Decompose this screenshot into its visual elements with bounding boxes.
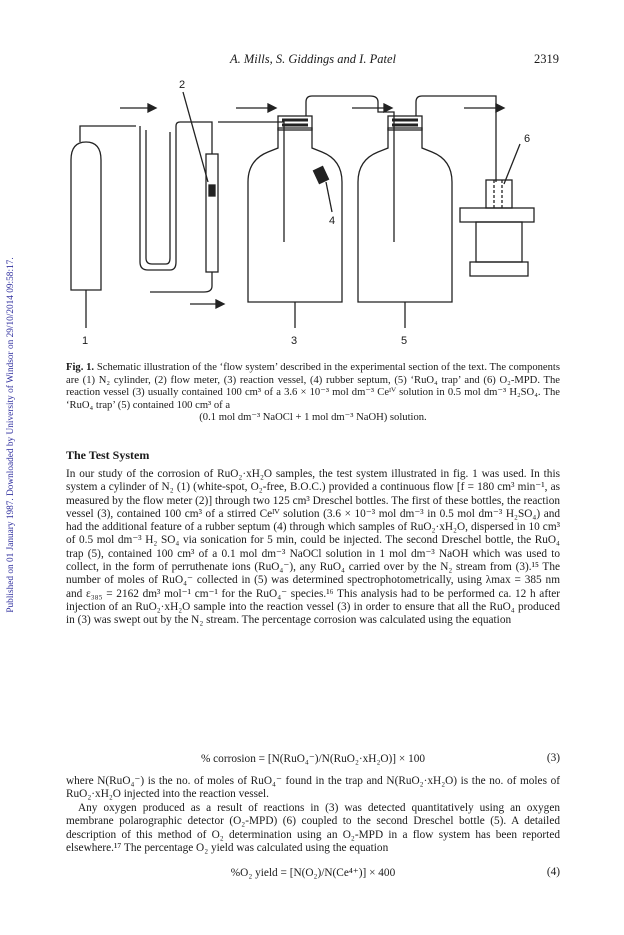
publication-sidebar — [4, 150, 18, 720]
figure-label-3: 3 — [291, 335, 298, 347]
publication-note: Published on 01 January 1987. Downloaded by University of Windsor on 29/10/2014 09:58:17. — [6, 257, 16, 613]
figure-label-2: 2 — [179, 79, 186, 91]
rubber-septum-shape — [314, 167, 329, 184]
equation-number: (4) — [546, 866, 560, 878]
caption-text: Schematic illustration of the ‘flow system’ described in the experimental section of the text. The components are (1) N₂ cylinder, (2) flow meter, (3) reaction vessel, (4) rubber septum, (5) ‘RuO₄ trap’ and (6) O₂-MPD. The reaction vessel (3) usually contained 100 cm³ of a 3.6 × 10⁻³ mol dm⁻³ Ceᴵⱽ solution in 0.5 mol dm⁻³ H₂SO₄. The ‘RuO₄ trap’ (5) contained 100 cm³ of a — [66, 362, 560, 411]
figure-caption — [66, 362, 560, 425]
flow-system-figure — [40, 72, 580, 362]
header-authors: A. Mills, S. Giddings and I. Patel — [230, 52, 396, 66]
caption-last-line: (0.1 mol dm⁻³ NaOCl + 1 mol dm⁻³ NaOH) solution. — [199, 412, 427, 424]
equation-number: (3) — [546, 752, 560, 764]
running-header — [0, 52, 624, 68]
paragraph-text: where N(RuO₄⁻) is the no. of moles of RuO₄⁻ found in the trap and N(RuO₂·xH₂O) is the no. of moles of RuO₂·xH₂O injected into the reaction vessel. — [66, 775, 560, 801]
body-paragraph-3 — [66, 802, 560, 855]
o2-mpd-shape — [460, 208, 534, 222]
caption-lead: Fig. 1. — [66, 362, 95, 373]
flow-meter-shape — [206, 154, 218, 272]
figure-label-4: 4 — [329, 215, 336, 227]
page-number: 2319 — [534, 52, 559, 66]
body-paragraph-1 — [66, 468, 560, 628]
equation-4 — [66, 866, 560, 880]
n2-cylinder-shape — [71, 142, 101, 290]
equation-text: % corrosion = [N(RuO₄⁻)/N(RuO₂·xH₂O)] × 100 — [200, 753, 426, 765]
figure-label-6: 6 — [524, 133, 531, 145]
equation-text: %O₂ yield = [N(O₂)/N(Ce⁴⁺)] × 400 — [230, 867, 396, 879]
figure-label-5: 5 — [401, 335, 408, 347]
equation-3 — [66, 752, 560, 766]
reaction-vessel-shape — [248, 128, 342, 302]
figure-label-1: 1 — [82, 335, 89, 347]
ruo4-trap-shape — [358, 128, 452, 302]
section-title: The Test System — [66, 448, 150, 462]
body-paragraph-2 — [66, 775, 560, 802]
paragraph-text: In our study of the corrosion of RuO₂·xH₂O samples, the test system illustrated in fig. 1 was used. In this system a cylinder of N₂ (1) (white-spot, O₂-free, B.O.C.) provided a continuous flow [f = 180 cm³ min⁻¹, as measured by the flow meter (2)] through two 125 cm³ Dreschel bottles. The first of these bottles, the reaction vessel (3), contained 100 cm³ of a stirred Ceᴵⱽ solution (3.6 × 10⁻³ mol dm⁻³ in 0.5 mol dm⁻³ H₂SO₄) and had the additional feature of a rubber septum (4) through which samples of RuO₂·xH₂O, dispersed in 10 cm³ of 0.5 mol dm⁻³ H₂ SO₄ via sonication for 5 min, could be injected. The second Dreschel bottle, the RuO₄ trap (5), contained 100 cm³ of a 0.1 mol dm⁻³ NaOCl solution in 1 mol dm⁻³ NaOH which was used to collect, in the form of perruthenate ions (RuO₄⁻), any RuO₄ carried over by the N₂ stream from (3).¹⁵ The number of moles of RuO₄⁻ collected in (5) was determined spectrophotometrically, using λmax = 385 nm and ε₃₈₅ = 2162 dm³ mol⁻¹ cm⁻¹ for the RuO₄⁻ species.¹⁶ This analysis had to be performed ca. 12 h after injection of an RuO₂·xH₂O sample into the reaction vessel (3) in order to ensure that all the RuO₄ produced in (3) was swept out by the N₂ stream. The percentage corrosion was calculated using the equation — [66, 468, 560, 627]
paragraph-text: Any oxygen produced as a result of reactions in (3) was detected quantitatively using an oxygen membrane polarographic detector (O₂-MPD) (6) coupled to the second Dreschel bottle (5). A detailed description of this method of O₂ determination using an O₂-MPD in a flow system has been reported elsewhere.¹⁷ The percentage O₂ yield was calculated using the equation — [66, 802, 560, 854]
